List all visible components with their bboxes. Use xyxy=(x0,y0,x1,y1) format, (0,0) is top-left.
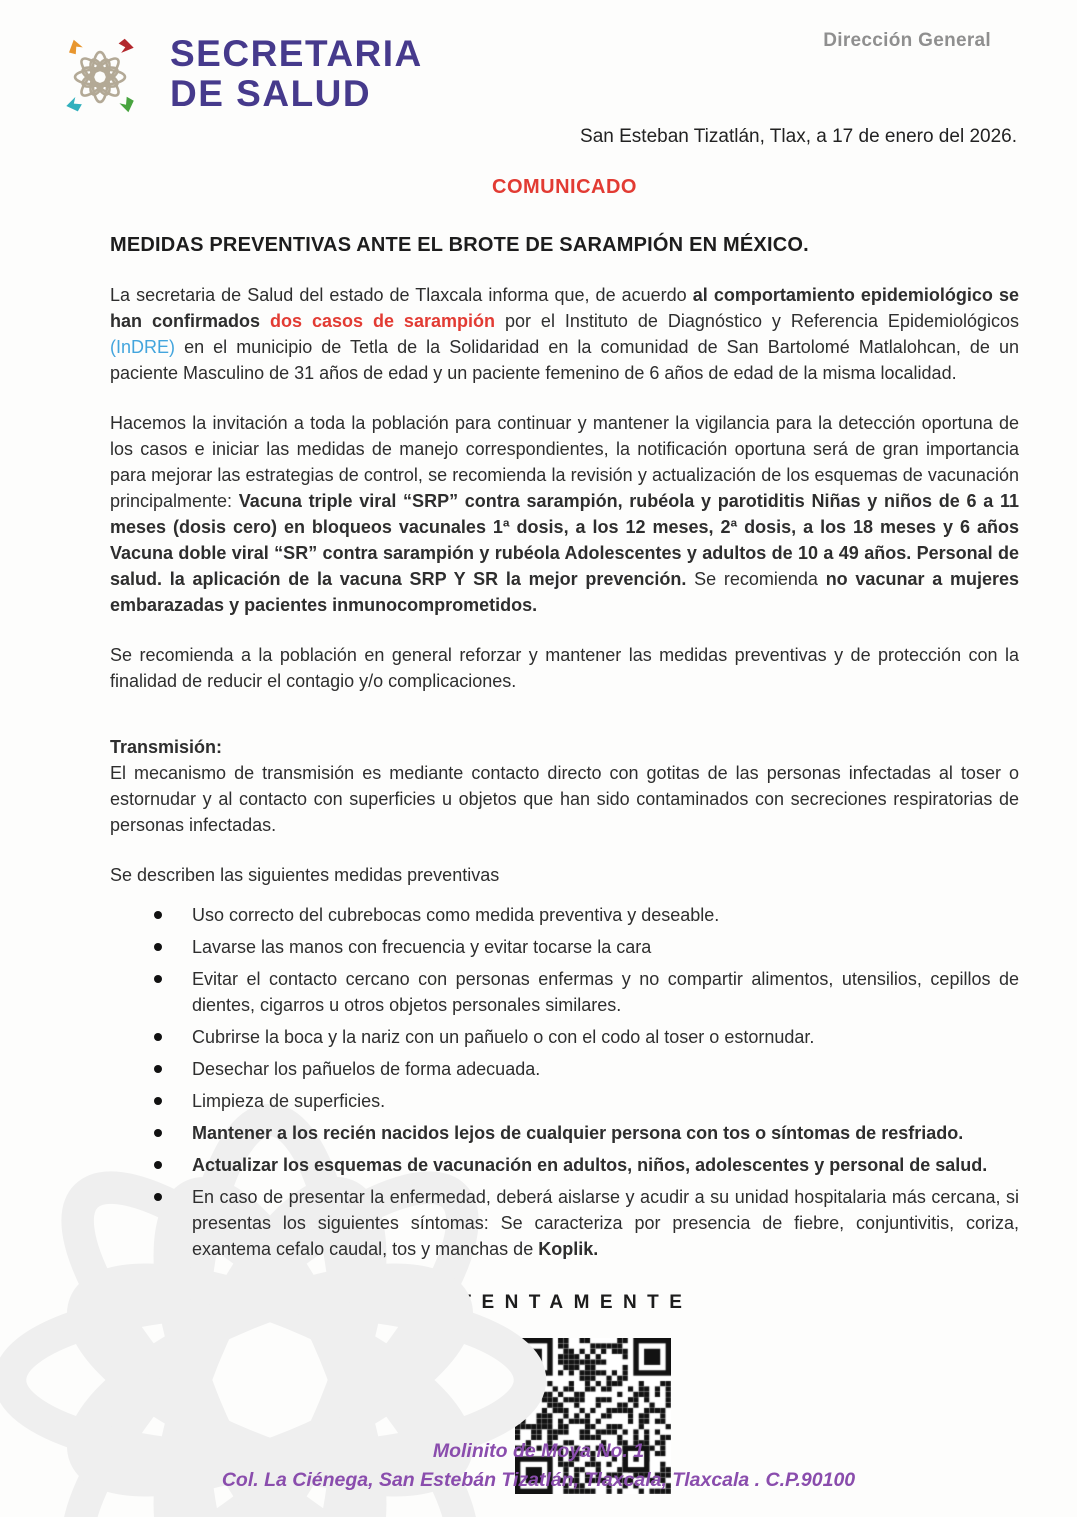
logo-line2: DE SALUD xyxy=(170,73,372,114)
measures-intro: Se describen las siguientes medidas preventivas xyxy=(110,865,500,885)
list-item xyxy=(154,902,1019,928)
department-label: Dirección General xyxy=(823,30,991,51)
logo-wordmark xyxy=(170,34,423,114)
document-title: MEDIDAS PREVENTIVAS ANTE EL BROTE DE SARAMPIÓN EN MÉXICO. xyxy=(110,234,809,256)
transmission-heading: Transmisión: xyxy=(110,737,223,757)
text-segment: no vacunar a mujeres embarazadas y pacientes inmunocomprometidos. xyxy=(110,569,1019,615)
document-body xyxy=(0,174,1077,1494)
text-segment: Koplik. xyxy=(538,1239,599,1259)
paragraph-confirmed-cases xyxy=(110,282,1019,386)
comunicado-heading: COMUNICADO xyxy=(492,176,637,198)
secretaria-de-salud-logo xyxy=(46,24,423,128)
footer-line2: Col. La Ciénega, San Estebán Tizatlán, Tlaxcala, Tlaxcala . C.P.90100 xyxy=(221,1469,856,1491)
paragraph-general-recommendation: Se recomienda a la población en general reforzar y mantener las medidas preventivas y de protección con la finalidad de reducir el contagio y/o complicaciones. xyxy=(110,645,1019,691)
text-segment: Desechar los pañuelos de forma adecuada. xyxy=(192,1059,541,1079)
text-segment: Uso correcto del cubrebocas como medida preventiva y deseable. xyxy=(192,905,720,925)
list-item xyxy=(154,1056,1019,1082)
text-segment: Mantener a los recién nacidos lejos de cualquier persona con tos o síntomas de resfriado. xyxy=(192,1123,964,1143)
text-segment: Vacuna triple viral “SRP” contra sarampión, rubéola y parotiditis Niñas y niños de 6 a 11 meses (dosis cero) en bloqueos vacunales 1ª dosis, a los 12 meses, 2ª dosis, a los 18 meses y 6 años Vacuna doble viral “SR” contra sarampión y rubéola Adolescentes y adultos de 10 a 49 años. Personal de salud. la aplicación de la vacuna SRP Y SR la mejor prevención. xyxy=(110,491,1019,589)
text-segment: por el Instituto de Diagnóstico y Referencia Epidemiológicos xyxy=(494,311,1019,331)
text-segment: dos casos de sarampión xyxy=(269,311,495,331)
text-segment: al comportamiento epidemiológico se han confirmados xyxy=(110,285,1019,331)
dateline: San Esteban Tizatlán, Tlax, a 17 de enero del 2026. xyxy=(580,126,1017,147)
flower-logo-icon xyxy=(46,24,154,128)
closing-atentamente: ATENTAMENTE xyxy=(436,1292,693,1313)
logo-line1: SECRETARIA xyxy=(170,33,423,74)
text-segment: En caso de presentar la enfermedad, deberá aislarse y acudir a su unidad hospitalaria más cercana, si presentas los siguientes síntomas: Se caracteriza por presencia de fiebre, conjuntivitis, coriza, exantema cefalo caudal, tos y manchas de xyxy=(192,1187,1019,1259)
list-item xyxy=(154,1184,1019,1262)
footer-address xyxy=(0,1437,1077,1495)
header xyxy=(0,0,1077,168)
list-item xyxy=(154,1024,1019,1050)
list-item xyxy=(154,1120,1019,1146)
text-segment: en el municipio de Tetla de la Solidaridad en la comunidad de San Bartolomé Matlalohcan, de un paciente Masculino de 31 años de edad y un paciente femenino de 6 años de edad de la misma localidad. xyxy=(110,337,1019,383)
text-segment: Hacemos la invitación a toda la población para continuar y mantener la vigilancia para la detección oportuna de los casos e iniciar las medidas de manejo correspondientes, la notificación oportuna será de gran importancia para mejorar las estrategias de control, se recomienda la revisión y actualización de los esquemas de vacunación principalmente: xyxy=(110,413,1019,511)
list-item xyxy=(154,1088,1019,1114)
text-segment: Evitar el contacto cercano con personas enfermas y no compartir alimentos, utensilios, cepillos de dientes, cigarros u otros objetos personales similares. xyxy=(192,969,1019,1015)
text-segment: Lavarse las manos con frecuencia y evitar tocarse la cara xyxy=(192,937,652,957)
text-segment: Se recomienda xyxy=(694,569,826,589)
list-item xyxy=(154,966,1019,1018)
text-segment: Limpieza de superficies. xyxy=(192,1091,386,1111)
list-item xyxy=(154,1152,1019,1178)
paragraph-vaccination-schemes xyxy=(110,410,1019,618)
transmission-body: El mecanismo de transmisión es mediante contacto directo con gotitas de las personas infectadas al toser o estornudar y al contacto con superficies u objetos que han sido contaminados con secreciones respiratorias de personas infectadas. xyxy=(110,763,1019,835)
text-segment: Cubrirse la boca y la nariz con un pañuelo o con el codo al toser o estornudar. xyxy=(192,1027,815,1047)
footer-line1: Molinito de Moya No. 1 xyxy=(432,1440,645,1462)
list-item xyxy=(154,934,1019,960)
text-segment: La secretaria de Salud del estado de Tlaxcala informa que, de acuerdo xyxy=(110,285,693,305)
preventive-measures-list xyxy=(110,902,1019,1262)
text-segment: (InDRE) xyxy=(110,337,176,357)
text-segment: Actualizar los esquemas de vacunación en adultos, niños, adolescentes y personal de salud. xyxy=(192,1155,988,1175)
